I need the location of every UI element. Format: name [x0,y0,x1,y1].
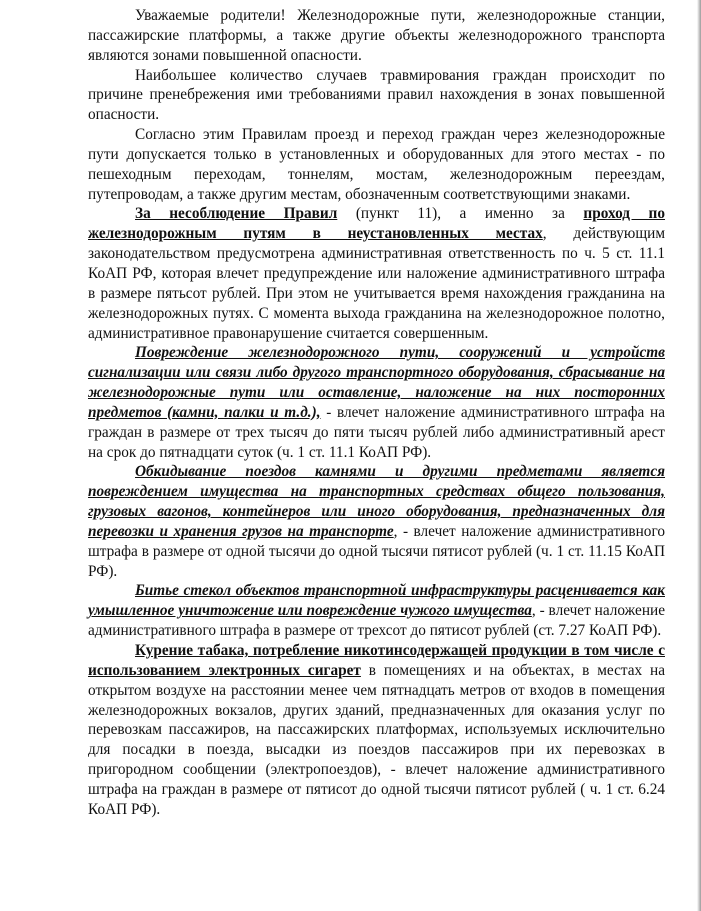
paragraph-stone-throwing [88,462,665,581]
paragraph-smoking [88,641,665,820]
paragraph-text: , - влечет наложение административного штрафа в размере от трехсот до пятисот рублей (ст. 7.27 КоАП РФ). [88,602,665,640]
paragraph-track-damage [88,343,665,462]
paragraph-intro [88,6,665,66]
paragraph-text: , действующим законодательством предусмотрена административная ответственность по ч. 5 ст. 11.1 КоАП РФ, которая влечет предупреждение или наложение административного штрафа в размере пятьсот рублей. При этом не учитывается время нахождения гражданина на железнодорожных путях. С момента выхода гражданина на железнодорожное полотно, административное правонарушение считается совершенным. [88,225,665,342]
paragraph-text: Наибольшее количество случаев травмирования граждан происходит по причине пренебрежения ими требованиями правил нахождения в зонах повышенной опасности. [88,66,665,124]
emphasis-text: Обкидывание поездов камнями и другими предметами является повреждением имущества на транспортных средствах общего пользования, грузовых вагонов, контейнеров или иного оборудования, предназначенных для перевозки и хранения грузов на транспорте [88,463,665,540]
emphasis-text: Курение табака, потребление никотинсодержащей продукции в том числе с использованием электронных сигарет [88,642,665,679]
emphasis-text: Битье стекол объектов транспортной инфраструктуры расценивается как умышленное уничтожение или повреждение чужого имущества [88,582,665,620]
paragraph-glass-breaking [88,581,665,641]
emphasis-text: За несоблюдение Правил [135,205,338,223]
paragraph-text: в помещениях и на объектах, в местах на открытом воздухе на расстоянии менее чем пятнадцать метров от входов в помещения железнодорожных вокзалов, других зданий, предназначенных для оказания услуг по перевозкам пассажиров, на пассажирских платформах, используемых исключительно для посадки в поезда, высадки из поездов пассажиров при их перевозках в пригородном сообщении (электропоездов), - влечет наложение административного штрафа на граждан в размере от пятисот до одной тысячи пятисот рублей ( ч. 1 ст. 6.24 КоАП РФ). [88,661,666,818]
paragraph-text: - влечет наложение административного штрафа на граждан в размере от трех тысяч до пяти тысяч рублей либо административный арест на срок до пятнадцати суток (ч. 1 ст. 11.1 КоАП РФ). [88,403,665,461]
paragraph-text: (пункт 11), а именно за [337,205,584,223]
paragraph-text: , - влечет наложение административного штрафа в размере от одной тысячи до одной тысячи пятисот рублей (ч. 1 ст. 11.15 КоАП РФ). [88,522,665,580]
paragraph-text: Согласно этим Правилам проезд и переход граждан через железнодорожные пути допускается только в установленных и оборудованных для этого местах - по пешеходным переходам, тоннелям, мостам, железнодорожным переездам, путепроводам, а также другим местам, обозначенным соответствующими знаками. [88,126,665,203]
paragraph-text: Уважаемые родители! Железнодорожные пути, железнодорожные станции, пассажирские платформы, а также другие объекты железнодорожного транспорта являются зонами повышенной опасности. [88,7,665,64]
paragraph-rule-violation [88,204,665,343]
emphasis-text: проход по железнодорожным путям в неустановленных местах [88,205,666,243]
emphasis-text: Повреждение железнодорожного пути, сооружений и устройств сигнализации или связи либо другого транспортного оборудования, сбрасывание на железнодорожные пути или оставление, наложение на них посторонних предметов (камни, палки и т.д.), [88,344,665,421]
paragraph-crossing-rules [88,125,665,204]
paragraph-injury-cases [88,66,665,126]
